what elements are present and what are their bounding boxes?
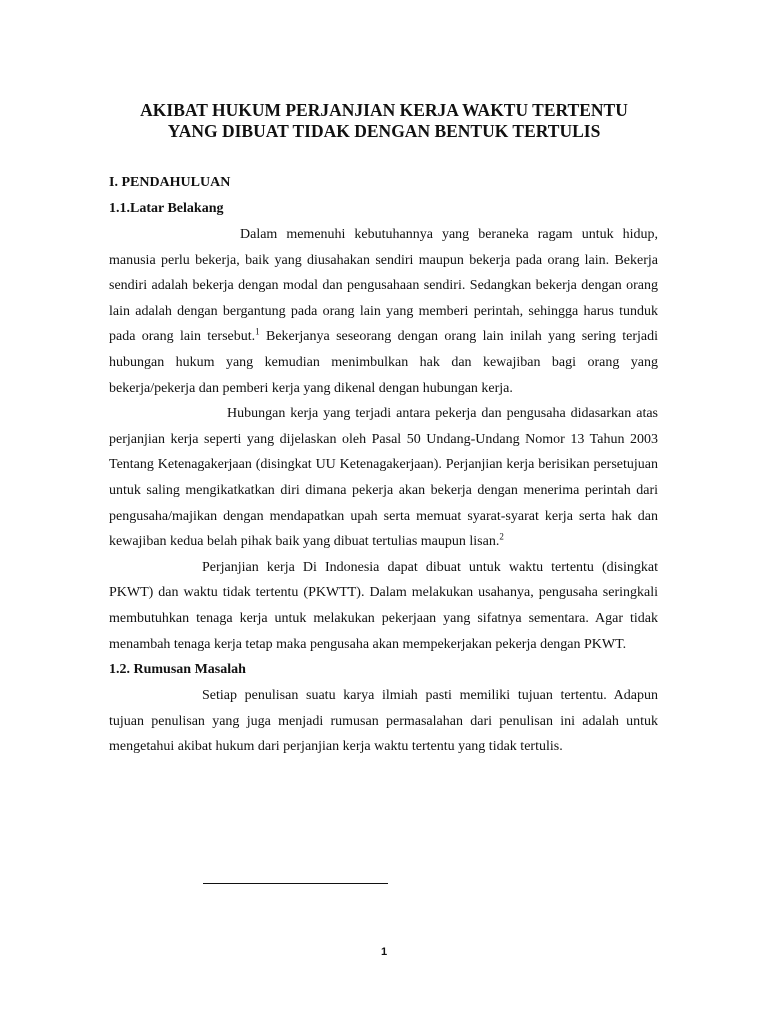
document-body: [109, 170, 658, 760]
paragraph-text: Dalam memenuhi kebutuhannya yang beraneka ragam untuk hidup, manusia perlu bekerja, baik yang diusahakan sendiri maupun bekerja pada orang lain. Bekerja sendiri adalah bekerja dengan modal dan pengusahaan sendiri. Sedangkan bekerja dengan orang lain adalah dengan bergantung pada orang lain yang memberi perintah, sehingga harus tunduk pada orang lain tersebut.: [109, 227, 658, 345]
paragraph-text: Setiap penulisan suatu karya ilmiah pasti memiliki tujuan tertentu. Adapun tujuan penulisan yang juga menjadi rumusan permasalahan dari penulisan ini adalah untuk mengetahui akibat hukum dari perjanjian kerja waktu tertentu yang tidak tertulis.: [109, 688, 658, 755]
paragraph-text: Hubungan kerja yang terjadi antara pekerja dan pengusaha didasarkan atas perjanjian kerja seperti yang dijelaskan oleh Pasal 50 Undang-Undang Nomor 13 Tahun 2003 Tentang Ketenagakerjaan (disingkat UU Ketenagakerjaan). Perjanjian kerja berisikan persetujuan untuk saling mengikatkatkan diri dimana pekerja akan bekerja dengan menerima perintah dari pengusaha/majikan dengan mendapatkan upah serta memuat syarat-syarat kerja serta hak dan kewajiban kedua belah pihak baik yang dibuat tertulias maupun lisan.: [109, 406, 658, 550]
footnote-ref-1: 1: [255, 326, 260, 337]
paragraph-1: [109, 222, 658, 401]
paragraph-text: Bekerjanya seseorang dengan orang lain inilah yang sering terjadi hubungan hukum yang kemudian menimbulkan hak dan kewajiban bagi orang yang bekerja/pekerja dan pemberi kerja yang dikenal dengan hubungan kerja.: [109, 329, 658, 396]
footnote-separator: [203, 883, 388, 884]
section-heading-rumusan-masalah: 1.2. Rumusan Masalah: [109, 662, 246, 678]
title-line-2: YANG DIBUAT TIDAK DENGAN BENTUK TERTULIS: [167, 121, 601, 141]
paragraph-2: [109, 401, 658, 555]
paragraph-3: [109, 555, 658, 657]
title-line-1: AKIBAT HUKUM PERJANJIAN KERJA WAKTU TERTENTU: [140, 100, 628, 120]
paragraph-4: [109, 683, 658, 760]
chapter-heading: I. PENDAHULUAN: [109, 175, 231, 190]
page-number: 1: [380, 946, 388, 958]
document-title: [100, 100, 668, 142]
paragraph-text: Perjanjian kerja Di Indonesia dapat dibuat untuk waktu tertentu (disingkat PKWT) dan waktu tidak tertentu (PKWTT). Dalam melakukan usahanya, pengusaha seringkali membutuhkan tenaga kerja untuk melakukan pekerjaan yang sifatnya sementara. Agar tidak menambah tenaga kerja tetap maka pengusaha akan mempekerjakan pekerja dengan PKWT.: [109, 559, 658, 652]
section-heading-latar-belakang: 1.1.Latar Belakang: [109, 201, 224, 216]
footnote-ref-2: 2: [499, 531, 504, 542]
